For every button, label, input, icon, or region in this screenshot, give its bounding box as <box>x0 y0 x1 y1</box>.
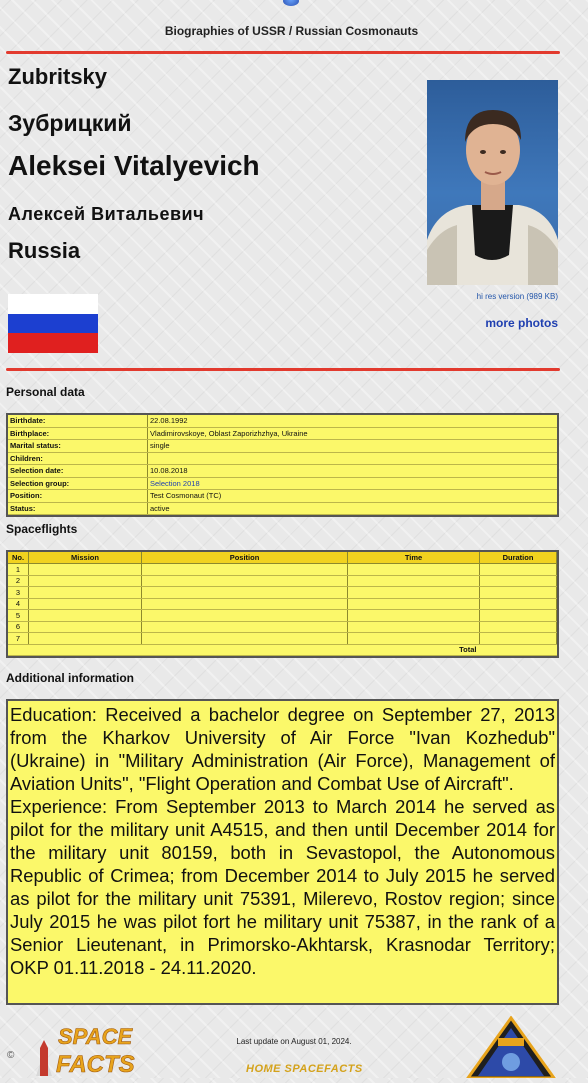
spaceflights-row <box>8 575 557 587</box>
globe-icon <box>283 0 299 6</box>
flight-cell <box>29 621 142 633</box>
section-title-spaceflights: Spaceflights <box>6 522 78 536</box>
home-spacefacts-link[interactable]: HOME SPACEFACTS <box>246 1063 363 1075</box>
additional-info-box <box>6 699 559 1005</box>
russia-flag-icon <box>8 294 98 353</box>
spaceflights-row <box>8 633 557 645</box>
red-divider <box>6 368 560 371</box>
flight-cell <box>142 621 348 633</box>
section-title-personal: Personal data <box>6 385 85 399</box>
spacefacts-logo[interactable] <box>28 1016 136 1078</box>
flight-cell <box>142 610 348 622</box>
personal-data-row <box>8 502 557 515</box>
spaceflights-total-row <box>8 644 557 656</box>
flight-cell <box>29 633 142 645</box>
personal-data-value[interactable]: Selection 2018 <box>148 477 558 490</box>
personal-data-value <box>148 452 558 465</box>
cosmonaut-portrait[interactable] <box>427 80 558 285</box>
flight-cell <box>29 610 142 622</box>
flight-number-cell: 4 <box>8 598 29 610</box>
personal-data-label: Status: <box>8 502 148 515</box>
personal-data-value: Test Cosmonaut (TC) <box>148 490 558 503</box>
flight-cell <box>480 633 557 645</box>
copyright-symbol: © <box>7 1050 15 1061</box>
personal-data-label: Children: <box>8 452 148 465</box>
more-photos-link[interactable]: more photos <box>485 316 558 330</box>
personal-data-row <box>8 465 557 478</box>
spaceflights-row <box>8 564 557 576</box>
flight-cell <box>142 575 348 587</box>
personal-data-row <box>8 440 557 453</box>
personal-data-row <box>8 452 557 465</box>
last-update-text: Last update on August 01, 2024. <box>236 1037 352 1046</box>
education-text: Education: Received a bachelor degree on September 27, 2013 from the Kharkov University of Air Force "Ivan Kozhedub" (Ukraine) in "Military Administration (Air Force), Management of Aviation Units", "Flight Operation and Combat Use of Aircraft". <box>10 704 555 794</box>
flight-cell <box>348 598 480 610</box>
flight-cell <box>29 598 142 610</box>
flight-cell <box>348 621 480 633</box>
site-header <box>0 0 588 50</box>
section-title-additional: Additional information <box>6 671 134 685</box>
flight-number-cell: 1 <box>8 564 29 576</box>
spaceflights-header-cell: Position <box>142 552 348 564</box>
flight-cell <box>348 575 480 587</box>
logo-text-space: SPACE <box>58 1024 133 1049</box>
surname-cyrillic: Зубрицкий <box>8 110 132 136</box>
personal-data-table <box>6 413 559 517</box>
personal-data-label: Position: <box>8 490 148 503</box>
flight-cell <box>142 598 348 610</box>
hires-version-link[interactable]: hi res version (989 KB) <box>476 292 558 301</box>
personal-data-row <box>8 490 557 503</box>
page-title: Biographies of USSR / Russian Cosmonauts <box>164 24 419 38</box>
flight-cell <box>142 633 348 645</box>
given-name-latin: Aleksei Vitalyevich <box>8 150 260 181</box>
spacefacts-badge-icon[interactable] <box>466 1016 556 1078</box>
spaceflights-header-cell: Duration <box>480 552 557 564</box>
spaceflights-row <box>8 598 557 610</box>
total-value <box>480 644 557 656</box>
flight-number-cell: 2 <box>8 575 29 587</box>
personal-data-value: single <box>148 440 558 453</box>
personal-data-label: Marital status: <box>8 440 148 453</box>
personal-data-value: 10.08.2018 <box>148 465 558 478</box>
spaceflights-table <box>6 550 559 658</box>
spaceflights-row <box>8 610 557 622</box>
flight-cell <box>29 564 142 576</box>
personal-data-label: Birthdate: <box>8 415 148 427</box>
personal-data-label: Selection group: <box>8 477 148 490</box>
spaceflights-row <box>8 587 557 599</box>
flight-cell <box>348 564 480 576</box>
personal-data-row <box>8 427 557 440</box>
personal-data-label: Birthplace: <box>8 427 148 440</box>
flight-cell <box>480 575 557 587</box>
flight-cell <box>480 587 557 599</box>
flight-number-cell: 5 <box>8 610 29 622</box>
flight-cell <box>29 575 142 587</box>
personal-data-label: Selection date: <box>8 465 148 478</box>
personal-data-row <box>8 477 557 490</box>
flight-number-cell: 7 <box>8 633 29 645</box>
spaceflights-header-cell: No. <box>8 552 29 564</box>
surname-latin: Zubritsky <box>8 64 108 89</box>
personal-data-value: Vladimirovskoye, Oblast Zaporizhzhya, Ukraine <box>148 427 558 440</box>
given-name-cyrillic: Алексей Витальевич <box>8 204 205 224</box>
red-divider <box>6 51 560 54</box>
flight-cell <box>348 610 480 622</box>
portrait-image <box>427 80 558 285</box>
spaceflights-header-cell: Mission <box>29 552 142 564</box>
flight-number-cell: 6 <box>8 621 29 633</box>
country-name: Russia <box>8 238 81 263</box>
experience-text: Experience: From September 2013 to March 2014 he served as pilot for the military unit A4515, and then until December 2014 for the military unit 80159, both in Sevastopol, the Autonomous Republic of Crimea; from December 2014 to July 2015 he served as pilot for the military unit 75391, Milerevo, Rostov region; since July 2015 he was pilot fort he military unit 75387, in the rank of a Senior Lieutenant, in Primorsko-Akhtarsk, Krasnodar Territory; OKP 01.11.2018 - 24.11.2020. <box>10 796 555 978</box>
flight-cell <box>480 564 557 576</box>
logo-text-facts: FACTS <box>56 1051 135 1078</box>
flight-cell <box>348 633 480 645</box>
flight-cell <box>142 564 348 576</box>
personal-data-row <box>8 415 557 427</box>
spaceflights-row <box>8 621 557 633</box>
flight-cell <box>142 587 348 599</box>
flight-cell <box>480 598 557 610</box>
spaceflights-header-cell: Time <box>348 552 480 564</box>
flight-cell <box>348 587 480 599</box>
personal-data-value: active <box>148 502 558 515</box>
total-label: Total <box>8 644 480 656</box>
flight-cell <box>29 587 142 599</box>
flight-number-cell: 3 <box>8 587 29 599</box>
personal-data-value: 22.08.1992 <box>148 415 558 427</box>
flight-cell <box>480 621 557 633</box>
flight-cell <box>480 610 557 622</box>
